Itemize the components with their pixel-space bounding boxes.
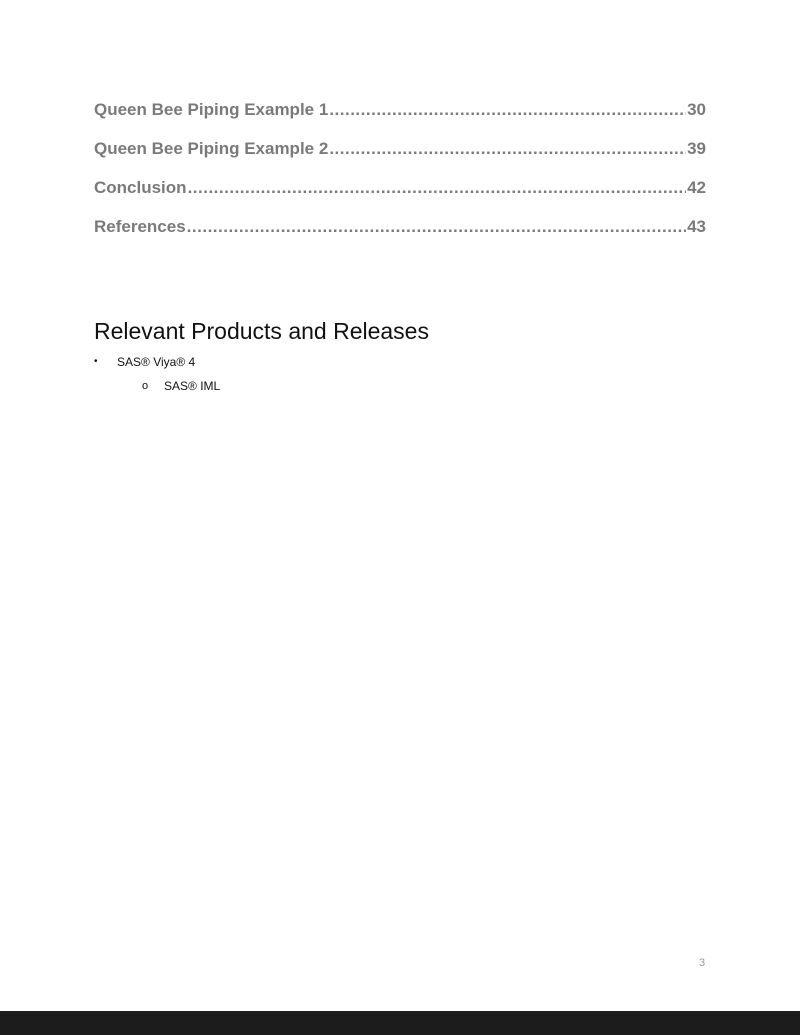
toc-entry-page: 39 (687, 139, 706, 158)
circle-bullet-icon: o (142, 379, 149, 392)
toc-entry-title: References (94, 217, 186, 236)
toc-dot-leader (187, 217, 686, 237)
toc-dot-leader (188, 178, 687, 198)
toc-entry-title: Queen Bee Piping Example 2 (94, 139, 329, 158)
toc-dot-leader (329, 139, 686, 159)
bullet-icon: • (94, 356, 98, 367)
section-heading: Relevant Products and Releases (94, 318, 429, 344)
toc-dot-leader (329, 100, 686, 120)
toc-entry-title: Queen Bee Piping Example 1 (94, 100, 329, 119)
toc-entry-page: 30 (687, 100, 706, 119)
toc-entry-title: Conclusion (94, 178, 187, 197)
page-number: 3 (699, 957, 706, 969)
products-list (94, 353, 220, 394)
footer-bar (0, 1011, 800, 1035)
sub-list-item (94, 377, 220, 394)
toc-entry[interactable] (94, 217, 706, 256)
toc-entry[interactable] (94, 100, 706, 139)
list-item-label: SAS® Viya® 4 (117, 354, 196, 369)
toc-entry[interactable] (94, 178, 706, 217)
table-of-contents (94, 100, 706, 256)
toc-entry-page: 43 (687, 217, 706, 236)
toc-entry[interactable] (94, 139, 706, 178)
toc-entry-page: 42 (687, 178, 706, 197)
sub-list-item-label: SAS® IML (164, 378, 221, 393)
list-item (94, 353, 220, 370)
